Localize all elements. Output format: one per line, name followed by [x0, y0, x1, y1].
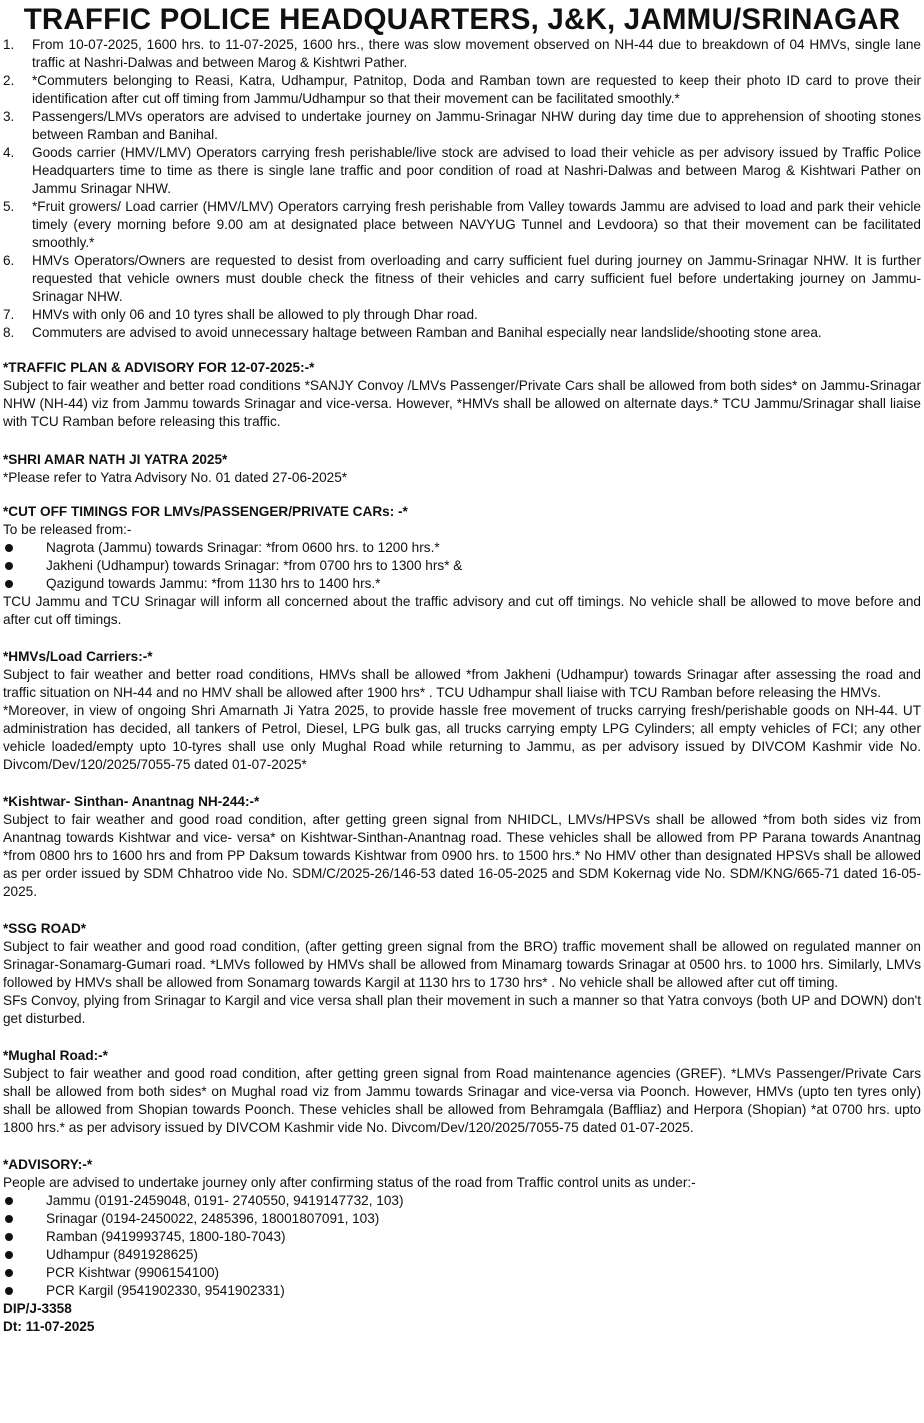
item-number: 5.	[3, 199, 15, 214]
contact-item: Jammu (0191-2459048, 0191- 2740550, 9419147732, 103)	[3, 1192, 921, 1210]
list-item: Jakheni (Udhampur) towards Srinagar: *from 0700 hrs to 1300 hrs* &	[3, 557, 921, 575]
contact-item: Ramban (9419993745, 1800-180-7043)	[3, 1228, 921, 1246]
section-title: *SSG ROAD*	[3, 921, 87, 936]
item-text: HMVs with only 06 and 10 tyres shall be allowed to ply through Dhar road.	[32, 307, 478, 322]
section-text: Subject to fair weather and better road conditions, HMVs shall be allowed *from Jakheni (Udhampur) towards Srinagar after assessing the road and traffic situation on NH-44 and no HMV shall be allowed after 1900 hrs* . TCU Udhampur shall liaise with TCU Ramban before releasing the HMVs.	[3, 667, 921, 700]
section-intro: People are advised to undertake journey only after confirming status of the road from Traffic control units as under:-	[3, 1175, 696, 1190]
item-text: Goods carrier (HMV/LMV) Operators carrying fresh perishable/live stock are advised to load their vehicle as per advisory issued by Traffic Police Headquarters time to time as there is single lane traffic and poor condition of road at Nashri-Dalwas and between Marog & Kishtwari Pather on Jammu Srinagar NHW.	[32, 145, 921, 196]
yatra-section	[3, 451, 921, 487]
hmvs-section	[3, 648, 921, 774]
section-text: Subject to fair weather and good road condition, after getting green signal from Road maintenance agencies (GREF). *LMVs Passenger/Private Cars shall be allowed from both sides* on Mughal road viz from Jammu towards Srinagar and vice-versa via Poonch. However, HMVs (upto ten tyres only) shall be allowed from Shopian towards Poonch. These vehicles shall be allowed from Behramgala (Baffliaz) and Herpora (Shopian) *at 0700 hrs. upto 1800 hrs.* as per advisory issued by DIVCOM Kashmir vide No. Divcom/Dev/120/2025/7055-75 dated 01-07-2025.	[3, 1066, 921, 1135]
section-text: TCU Jammu and TCU Srinagar will inform all concerned about the traffic advisory and cut off timings. No vehicle shall be allowed to move before and after cut off timings.	[3, 594, 921, 627]
kishtwar-section	[3, 793, 921, 901]
section-text: Subject to fair weather and good road condition, (after getting green signal from the BRO) traffic movement shall be allowed on regulated manner on Srinagar-Sonamarg-Gumari road. *LMVs followed by HMVs shall be allowed from Minamarg towards Srinagar at 0500 hrs. to 1000 hrs. Similarly, LMVs followed by HMVs shall be allowed from Sonamarg towards Kargil at 1130 hrs to 1730 hrs* . No vehicle shall be allowed after cut off timing.	[3, 939, 921, 990]
page-title: TRAFFIC POLICE HEADQUARTERS, J&K, JAMMU/SRINAGAR	[23, 3, 901, 36]
item-number: 2.	[3, 73, 15, 88]
section-title: *TRAFFIC PLAN & ADVISORY FOR 12-07-2025:-*	[3, 360, 315, 375]
contact-list	[3, 1192, 921, 1300]
cutoff-section	[3, 503, 921, 629]
item-number: 1.	[3, 37, 15, 52]
section-text: *Please refer to Yatra Advisory No. 01 dated 27-06-2025*	[3, 470, 348, 485]
item-number: 6.	[3, 253, 15, 268]
section-text: SFs Convoy, plying from Srinagar to Kargil and vice versa shall plan their movement in such a manner so that Yatra convoys (both UP and DOWN) don't get disturbed.	[3, 993, 921, 1026]
list-item	[3, 144, 921, 198]
section-title: *CUT OFF TIMINGS FOR LMVs/PASSENGER/PRIVATE CARs: -*	[3, 504, 408, 519]
traffic-plan-section	[3, 359, 921, 431]
list-item: Nagrota (Jammu) towards Srinagar: *from 0600 hrs. to 1200 hrs.*	[3, 539, 921, 557]
reference-number: DIP/J-3358	[3, 1301, 72, 1316]
section-title: *SHRI AMAR NATH JI YATRA 2025*	[3, 452, 228, 467]
section-title: *Mughal Road:-*	[3, 1048, 108, 1063]
advisory-document	[3, 0, 921, 1336]
list-item	[3, 252, 921, 306]
ssg-section	[3, 920, 921, 1028]
item-text: *Fruit growers/ Load carrier (HMV/LMV) Operators carrying fresh perishable from Valley towards Jammu are advised to load and park their vehicle timely (every morning before 9.00 am at designated place between NAVYUG Tunnel and Levdoora) so that their movement can be facilitated smoothly.*	[32, 199, 921, 250]
footer	[3, 1300, 921, 1336]
item-text: From 10-07-2025, 1600 hrs. to 11-07-2025, 1600 hrs., there was slow movement observed on NH-44 due to breakdown of 04 HMVs, single lane traffic at Nashri-Dalwas and between Marog & Kishtwri Pather.	[32, 37, 921, 70]
section-text: Subject to fair weather and good road condition, after getting green signal from NHIDCL, LMVs/HPSVs shall be allowed *from both sides viz from Anantnag towards Kishtwar and vice- versa* on Kishtwar-Sinthan-Anantnag road. These vehicles shall be allowed from PP Parana towards Anantnag *from 0800 hrs to 1600 hrs and from PP Daksum towards Kishtwar from 0900 hrs. to 1500 hrs.* No HMV other than designated HPSVs shall be allowed as per order issued by SDM Chhatroo vide No. SDM/C/2025-26/146-53 dated 16-05-2025 and SDM Kokernag vide No. SDM/KNG/665-71 dated 16-05-2025.	[3, 812, 921, 899]
list-item	[3, 72, 921, 108]
list-item	[3, 306, 921, 324]
contact-item: Srinagar (0194-2450022, 2485396, 18001807091, 103)	[3, 1210, 921, 1228]
issue-date: Dt: 11-07-2025	[3, 1319, 95, 1334]
section-title: *ADVISORY:-*	[3, 1157, 93, 1172]
item-number: 3.	[3, 109, 15, 124]
item-text: HMVs Operators/Owners are requested to desist from overloading and carry sufficient fuel during journey on Jammu-Srinagar NHW. It is further requested that vehicle owners must double check the fitness of their vehicles and carry sufficient fuel before undertaking journey on Jammu-Srinagar NHW.	[32, 253, 921, 304]
list-item	[3, 108, 921, 144]
section-text: Subject to fair weather and better road conditions *SANJY Convoy /LMVs Passenger/Private Cars shall be allowed from both sides* on Jammu-Srinagar NHW (NH-44) viz from Jammu towards Srinagar and vice-versa. However, *HMVs shall be allowed on alternate days.* TCU Jammu/Srinagar shall liaise with TCU Ramban before releasing this traffic.	[3, 378, 921, 429]
contact-item: Udhampur (8491928625)	[3, 1246, 921, 1264]
section-title: *HMVs/Load Carriers:-*	[3, 649, 153, 664]
list-item	[3, 324, 921, 342]
list-item	[3, 198, 921, 252]
contact-item: PCR Kishtwar (9906154100)	[3, 1264, 921, 1282]
contact-item: PCR Kargil (9541902330, 9541902331)	[3, 1282, 921, 1300]
item-number: 8.	[3, 325, 15, 340]
section-intro: To be released from:-	[3, 522, 132, 537]
list-item: Qazigund towards Jammu: *from 1130 hrs to 1400 hrs.*	[3, 575, 921, 593]
numbered-list	[3, 36, 921, 342]
item-number: 7.	[3, 307, 15, 322]
item-text: *Commuters belonging to Reasi, Katra, Udhampur, Patnitop, Doda and Ramban town are requested to keep their photo ID card to prove their identification after cut off timing from Jammu/Udhampur so that their movement can be facilitated smoothly.*	[32, 73, 921, 106]
section-title: *Kishtwar- Sinthan- Anantnag NH-244:-*	[3, 794, 260, 809]
item-text: Commuters are advised to avoid unnecessary haltage between Ramban and Banihal especially near landslide/shooting stone area.	[32, 325, 822, 340]
mughal-section	[3, 1047, 921, 1137]
cutoff-list	[3, 539, 921, 593]
item-text: Passengers/LMVs operators are advised to undertake journey on Jammu-Srinagar NHW during day time due to apprehension of shooting stones between Ramban and Banihal.	[32, 109, 921, 142]
advisory-section	[3, 1156, 921, 1300]
section-text: *Moreover, in view of ongoing Shri Amarnath Ji Yatra 2025, to provide hassle free movement of trucks carrying fresh/perishable goods on NH-44. UT administration has decided, all tankers of Petrol, Diesel, LPG bulk gas, all trucks carrying empty LPG Cylinders; all empty vehicles of FCI; any other vehicle loaded/empty upto 10-tyres shall use only Mughal Road while returning to Jammu, as per advisory issued by DIVCOM Kashmir vide No. Divcom/Dev/120/2025/7055-75 dated 01-07-2025*	[3, 703, 921, 772]
item-number: 4.	[3, 145, 15, 160]
list-item	[3, 36, 921, 72]
